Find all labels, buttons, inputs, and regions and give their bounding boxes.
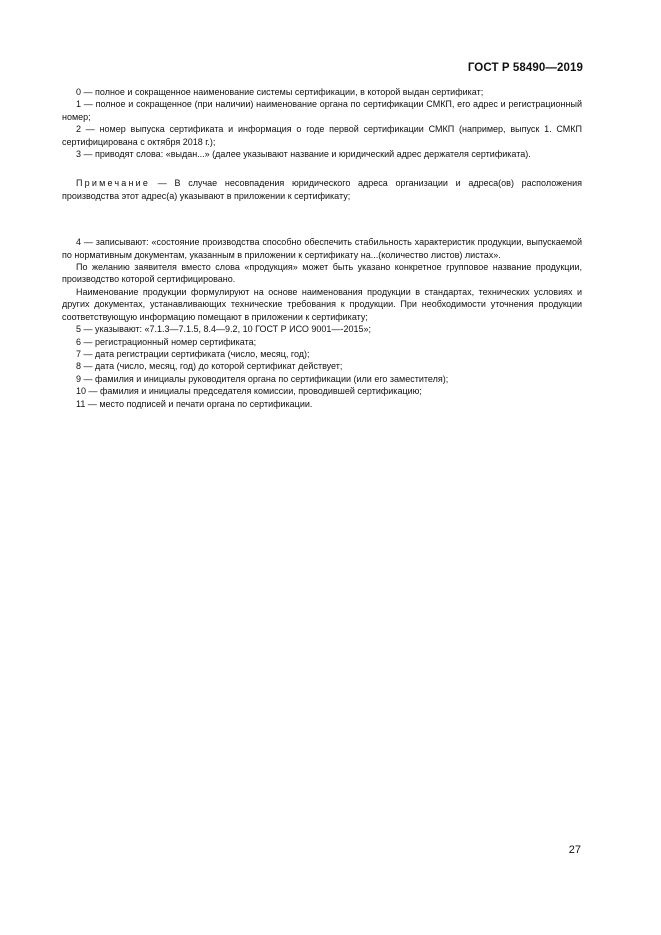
page-number: 27	[568, 844, 581, 856]
note-paragraph	[62, 177, 582, 202]
paragraph: 4 — записывают: «состояние производства способно обеспечить стабильность характеристик продукции, выпускаемой по нормативным документам, указанным в приложении к сертификату на...(количество листов) листах».	[62, 237, 582, 260]
document-body	[62, 86, 582, 410]
list-item: 7 — дата регистрации сертификата (число, месяц, год);	[76, 348, 310, 359]
paragraph: 2 — номер выпуска сертификата и информация о годе первой сертификации СМКП (например, выпуск 1. СМКП сертифицирована с октября 2018 г.);	[62, 124, 582, 147]
paragraph: 1 — полное и сокращенное (при наличии) наименование органа по сертификации СМКП, его адрес и регистрационный номер;	[62, 99, 582, 122]
paragraph: Наименование продукции формулируют на основе наименования продукции в стандартах, технических условиях и других документах, устанавливающих технические требования к продукции. При необходимости уточнения продукции соответствующую информацию помещают в приложении к сертификату;	[62, 286, 582, 322]
list-item: 5 — указывают: «7.1.3—7.1.5, 8.4—9.2, 10 ГОСТ Р ИСО 9001—-2015»;	[76, 324, 371, 335]
document-header: ГОСТ Р 58490—2019	[467, 62, 583, 74]
paragraph: 3 — приводят слова: «выдан...» (далее указывают название и юридический адрес держателя сертификата).	[76, 149, 531, 160]
note-text: — В случае несовпадения юридического адреса организации и адреса(ов) расположения производства этот адрес(а) указывают в приложении к сертификату;	[62, 178, 582, 201]
list-item: 9 — фамилия и инициалы руководителя органа по сертификации (или его заместителя);	[76, 373, 449, 384]
note-label: Примечание	[76, 178, 151, 189]
list-item: 10 — фамилия и инициалы председателя комиссии, проводившей сертификацию;	[76, 386, 422, 397]
list-item: 11 — место подписей и печати органа по сертификации.	[76, 398, 313, 409]
list-item: 6 — регистрационный номер сертификата;	[76, 336, 257, 347]
paragraph: 0 — полное и сокращенное наименование системы сертификации, в которой выдан сертификат;	[76, 87, 484, 97]
list-item: 8 — дата (число, месяц, год) до которой сертификат действует;	[76, 361, 343, 372]
paragraph: По желанию заявителя вместо слова «продукция» может быть указано конкретное групповое название продукции, производство которой сертифицировано.	[62, 262, 582, 285]
